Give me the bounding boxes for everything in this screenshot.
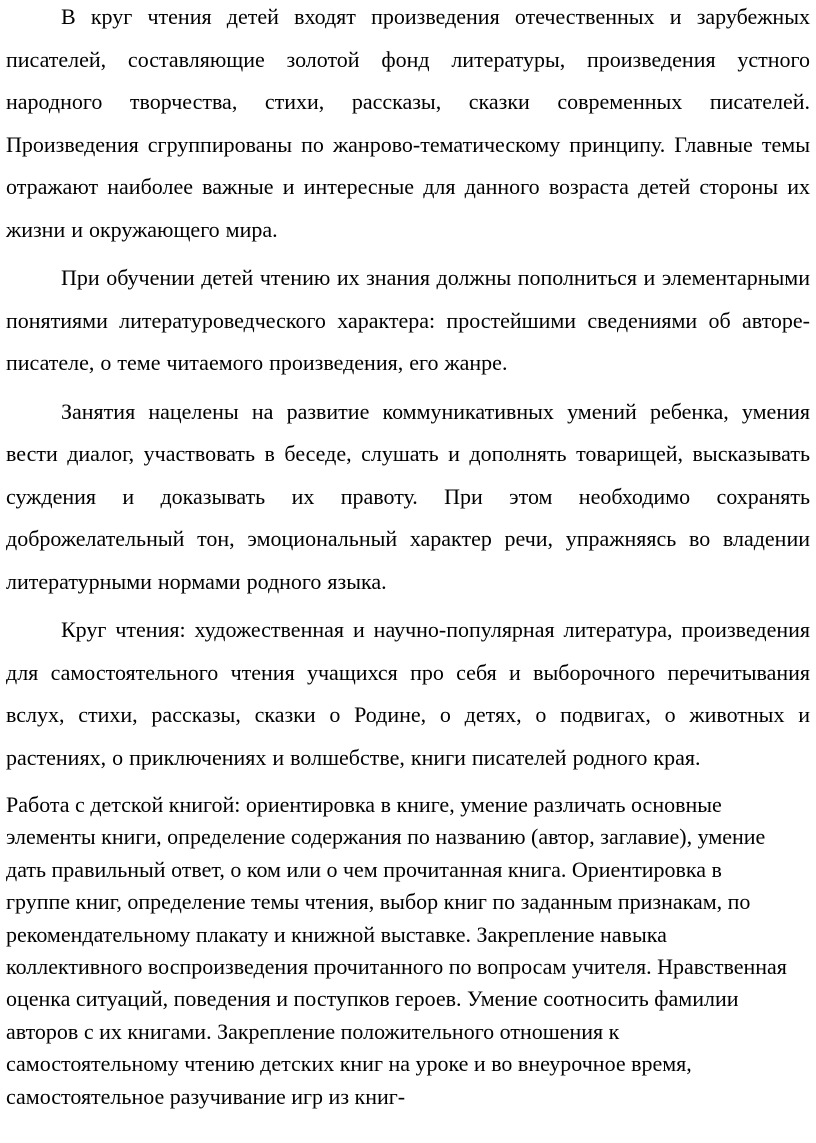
paragraph-book-work: Работа с детской книгой: ориентировка в книге, умение различать основные элементы книги, определение содержания по названию (автор, заглавие), умение дать правильный ответ, о ком или о чем прочитанная книга. Ориентировка в группе книг, определение темы чтения, выбор книг по заданным признакам, по рекомендательному плакату и книжной выставке. Закрепление навыка коллективного воспроизведения прочитанного по вопросам учителя. Нравственная оценка ситуаций, поведения и поступков героев. Умение соотносить фамилии авторов с их книгами. Закрепление положительного отношения к самостоятельному чтению детских книг на уроке и во внеурочное время, самостоятельное разучивание игр из книг- — [6, 792, 787, 1109]
paragraph-reading-scope: Круг чтения: художественная и научно-популярная литература, произведения для самостоятельного чтения учащихся про себя и выборочного перечитывания вслух, стихи, рассказы, сказки о Родине, о детях, о подвигах, о животных и растениях, о приключениях и волшебстве, книги писателей родного края. — [6, 617, 810, 770]
paragraph-communication-skills: Занятия нацелены на развитие коммуникативных умений ребенка, умения вести диалог, участвовать в беседе, слушать и дополнять товарищей, высказывать суждения и доказывать их правоту. При этом необходимо сохранять доброжелательный тон, эмоциональный характер речи, упражняясь во владении литературными нормами родного языка. — [6, 398, 810, 594]
paragraph-literary-concepts: При обучении детей чтению их знания должны пополниться и элементарными понятиями литературоведческого характера: простейшими сведениями об авторе-писателе, о теме читаемого произведения, его жанре. — [6, 265, 810, 375]
paragraph-reading-circle: В круг чтения детей входят произведения отечественных и зарубежных писателей, составляющие золотой фонд литературы, произведения устного народного творчества, стихи, рассказы, сказки современных писателей. Произведения сгруппированы по жанрово-тематическому принципу. Главные темы отражают наиболее важные и интересные для данного возраста детей стороны их жизни и окружающего мира. — [6, 4, 810, 242]
